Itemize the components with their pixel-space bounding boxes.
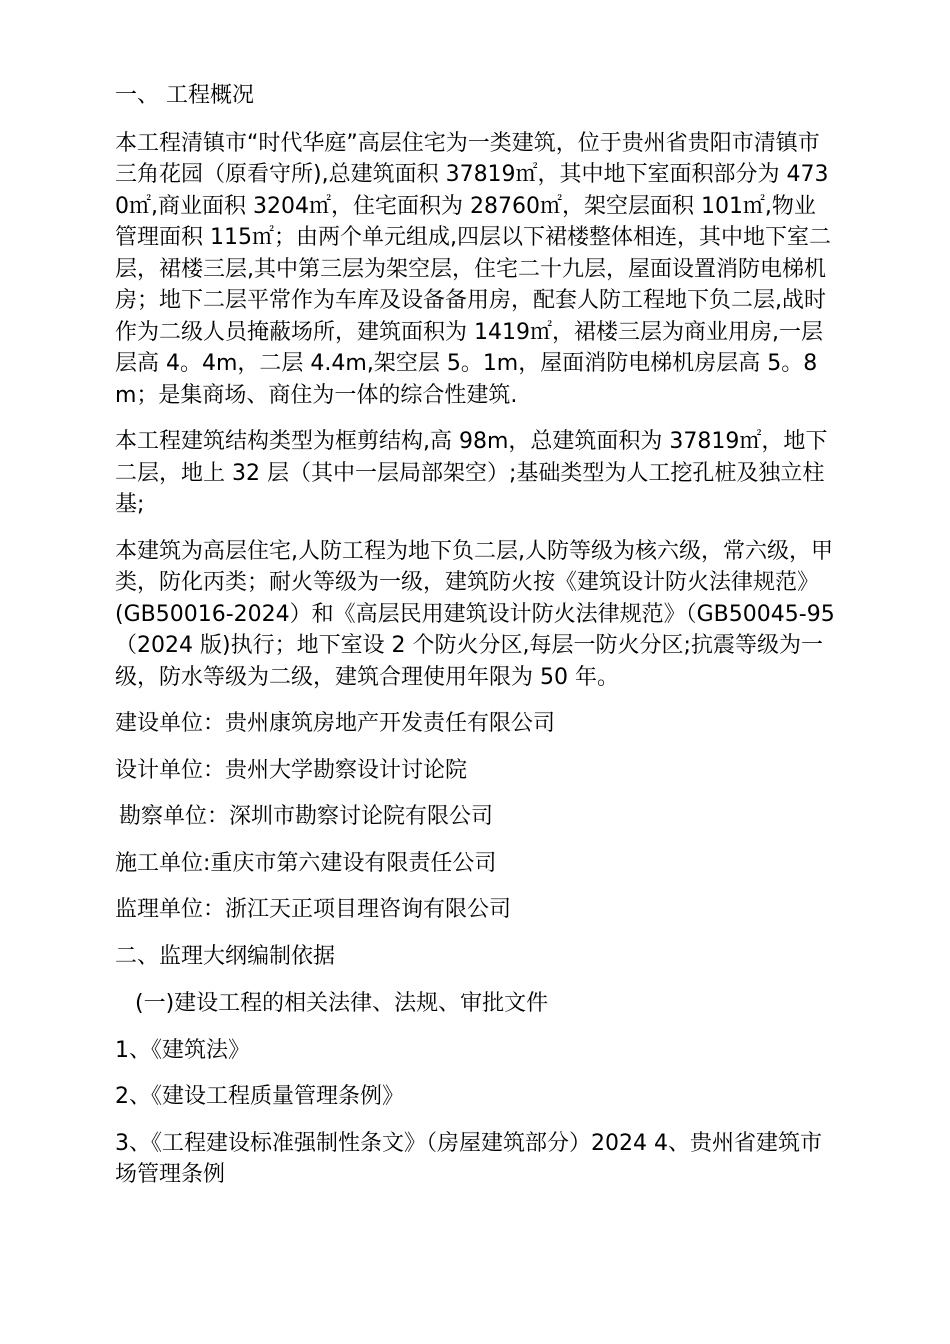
section-heading-basis: 二、监理大纲编制依据 <box>115 943 336 969</box>
constructor-unit: 施工单位:重庆市第六建设有限责任公司 <box>115 850 497 876</box>
surveyor-unit: 勘察单位：深圳市勘察讨论院有限公司 <box>119 804 494 829</box>
overview-paragraph-1: 本工程清镇市“时代华庭”高层住宅为一类建筑，位于贵州省贵阳市清镇市三角花园（原看守所),总建筑面积 37819㎡，其中地下室面积部分为 4730㎡,商业面积 3204㎡，住宅面积为 28760㎡，架空层面积 101㎡,物业管理面积 115㎡；由两个单元组成,四层以下裙楼整体相连，其中地下室二层，裙楼三层,其中第三层为架空层，住宅二十九层，屋面设置消防电梯机房；地下二层平常作为车库及设备备用房，配套人防工程地下负二层,战时作为二级人员掩蔽场所，建筑面积为 1419㎡，裙楼三层为商业用房,一层层高 4。4m，二层 4.4m,架空层 5。1m，屋面消防电梯机房层高 5。8m；是集商场、商住为一体的综合性建筑. <box>115 130 831 408</box>
designer-unit: 设计单位：贵州大学勘察设计讨论院 <box>115 757 468 783</box>
section-heading-overview: 一、 工程概况 <box>115 83 254 108</box>
supervisor-unit: 监理单位：浙江天正项目理咨询有限公司 <box>115 897 512 922</box>
list-item: 3、《工程建设标准强制性条文》（房屋建筑部分）2024 4、贵州省建筑市场管理条例 <box>115 1130 822 1187</box>
overview-paragraph-2: 本工程建筑结构类型为框剪结构,高 98m，总建筑面积为 37819㎡，地下二层，地上 32 层（其中一层局部架空）;基础类型为人工挖孔桩及独立柱基; <box>115 429 828 517</box>
builder-unit: 建设单位：贵州康筑房地产开发责任有限公司 <box>115 711 556 736</box>
list-item: 2、《建设工程质量管理条例》 <box>115 1084 404 1109</box>
overview-paragraph-3: 本建筑为高层住宅,人防工程为地下负二层,人防等级为核六级，常六级，甲类，防化丙类；耐火等级为一级，建筑防火按《建筑设计防火法律规范》(GB50016-2024）和《高层民用建筑设计防火法律规范》（GB50045-95（2024 版)执行；地下室设 2 个防火分区,每层一防火分区;抗震等级为一级，防水等级为二级，建筑合理使用年限为 50 年。 <box>115 538 835 690</box>
list-item: 1、《建筑法》 <box>115 1037 250 1063</box>
subsection-heading-laws: (一)建设工程的相关法律、法规、审批文件 <box>135 991 549 1016</box>
document-page <box>115 80 835 1206</box>
